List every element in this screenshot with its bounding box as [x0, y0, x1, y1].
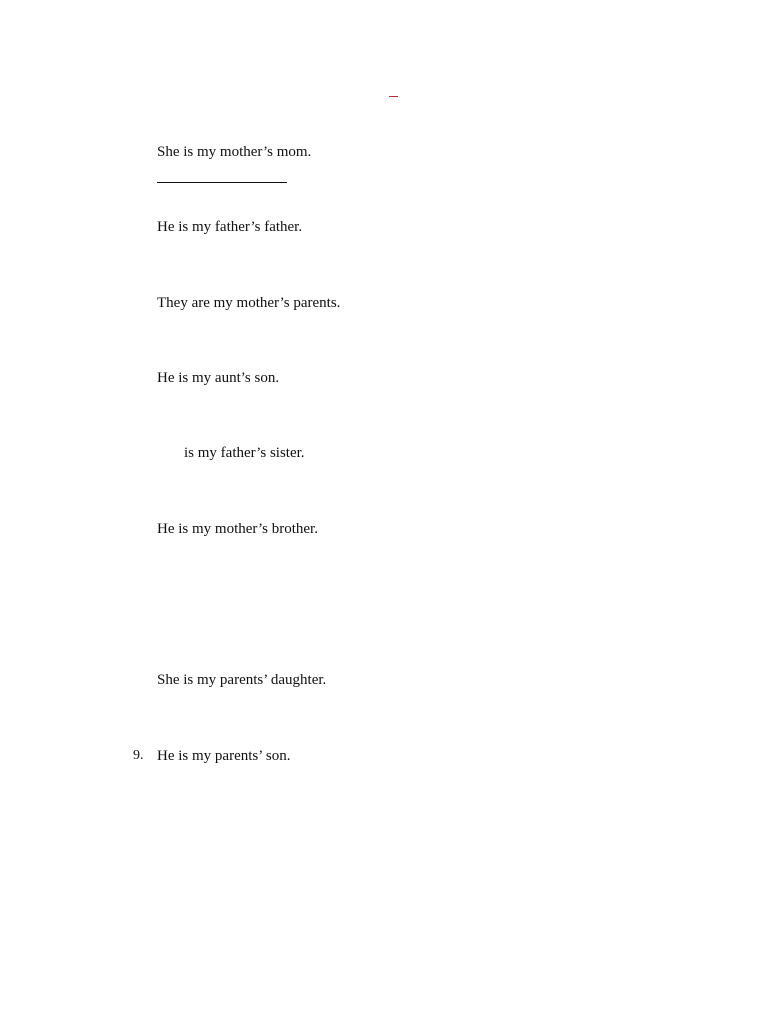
item-2-text: He is my father’s father. — [157, 219, 303, 235]
item-7-text: She is my parents’ daughter. — [157, 672, 327, 688]
item-4-text: He is my aunt’s son. — [157, 370, 280, 386]
item-3-text: They are my mother’s parents. — [157, 295, 341, 311]
item-9-number: 9. — [133, 748, 144, 763]
red-mark — [389, 96, 398, 97]
answer-blank-line[interactable] — [157, 182, 287, 183]
item-5-text: is my father’s sister. — [184, 445, 305, 461]
item-1-text: She is my mother’s mom. — [157, 144, 312, 160]
item-6-text: He is my mother’s brother. — [157, 521, 318, 537]
item-9-text: He is my parents’ son. — [157, 748, 291, 764]
